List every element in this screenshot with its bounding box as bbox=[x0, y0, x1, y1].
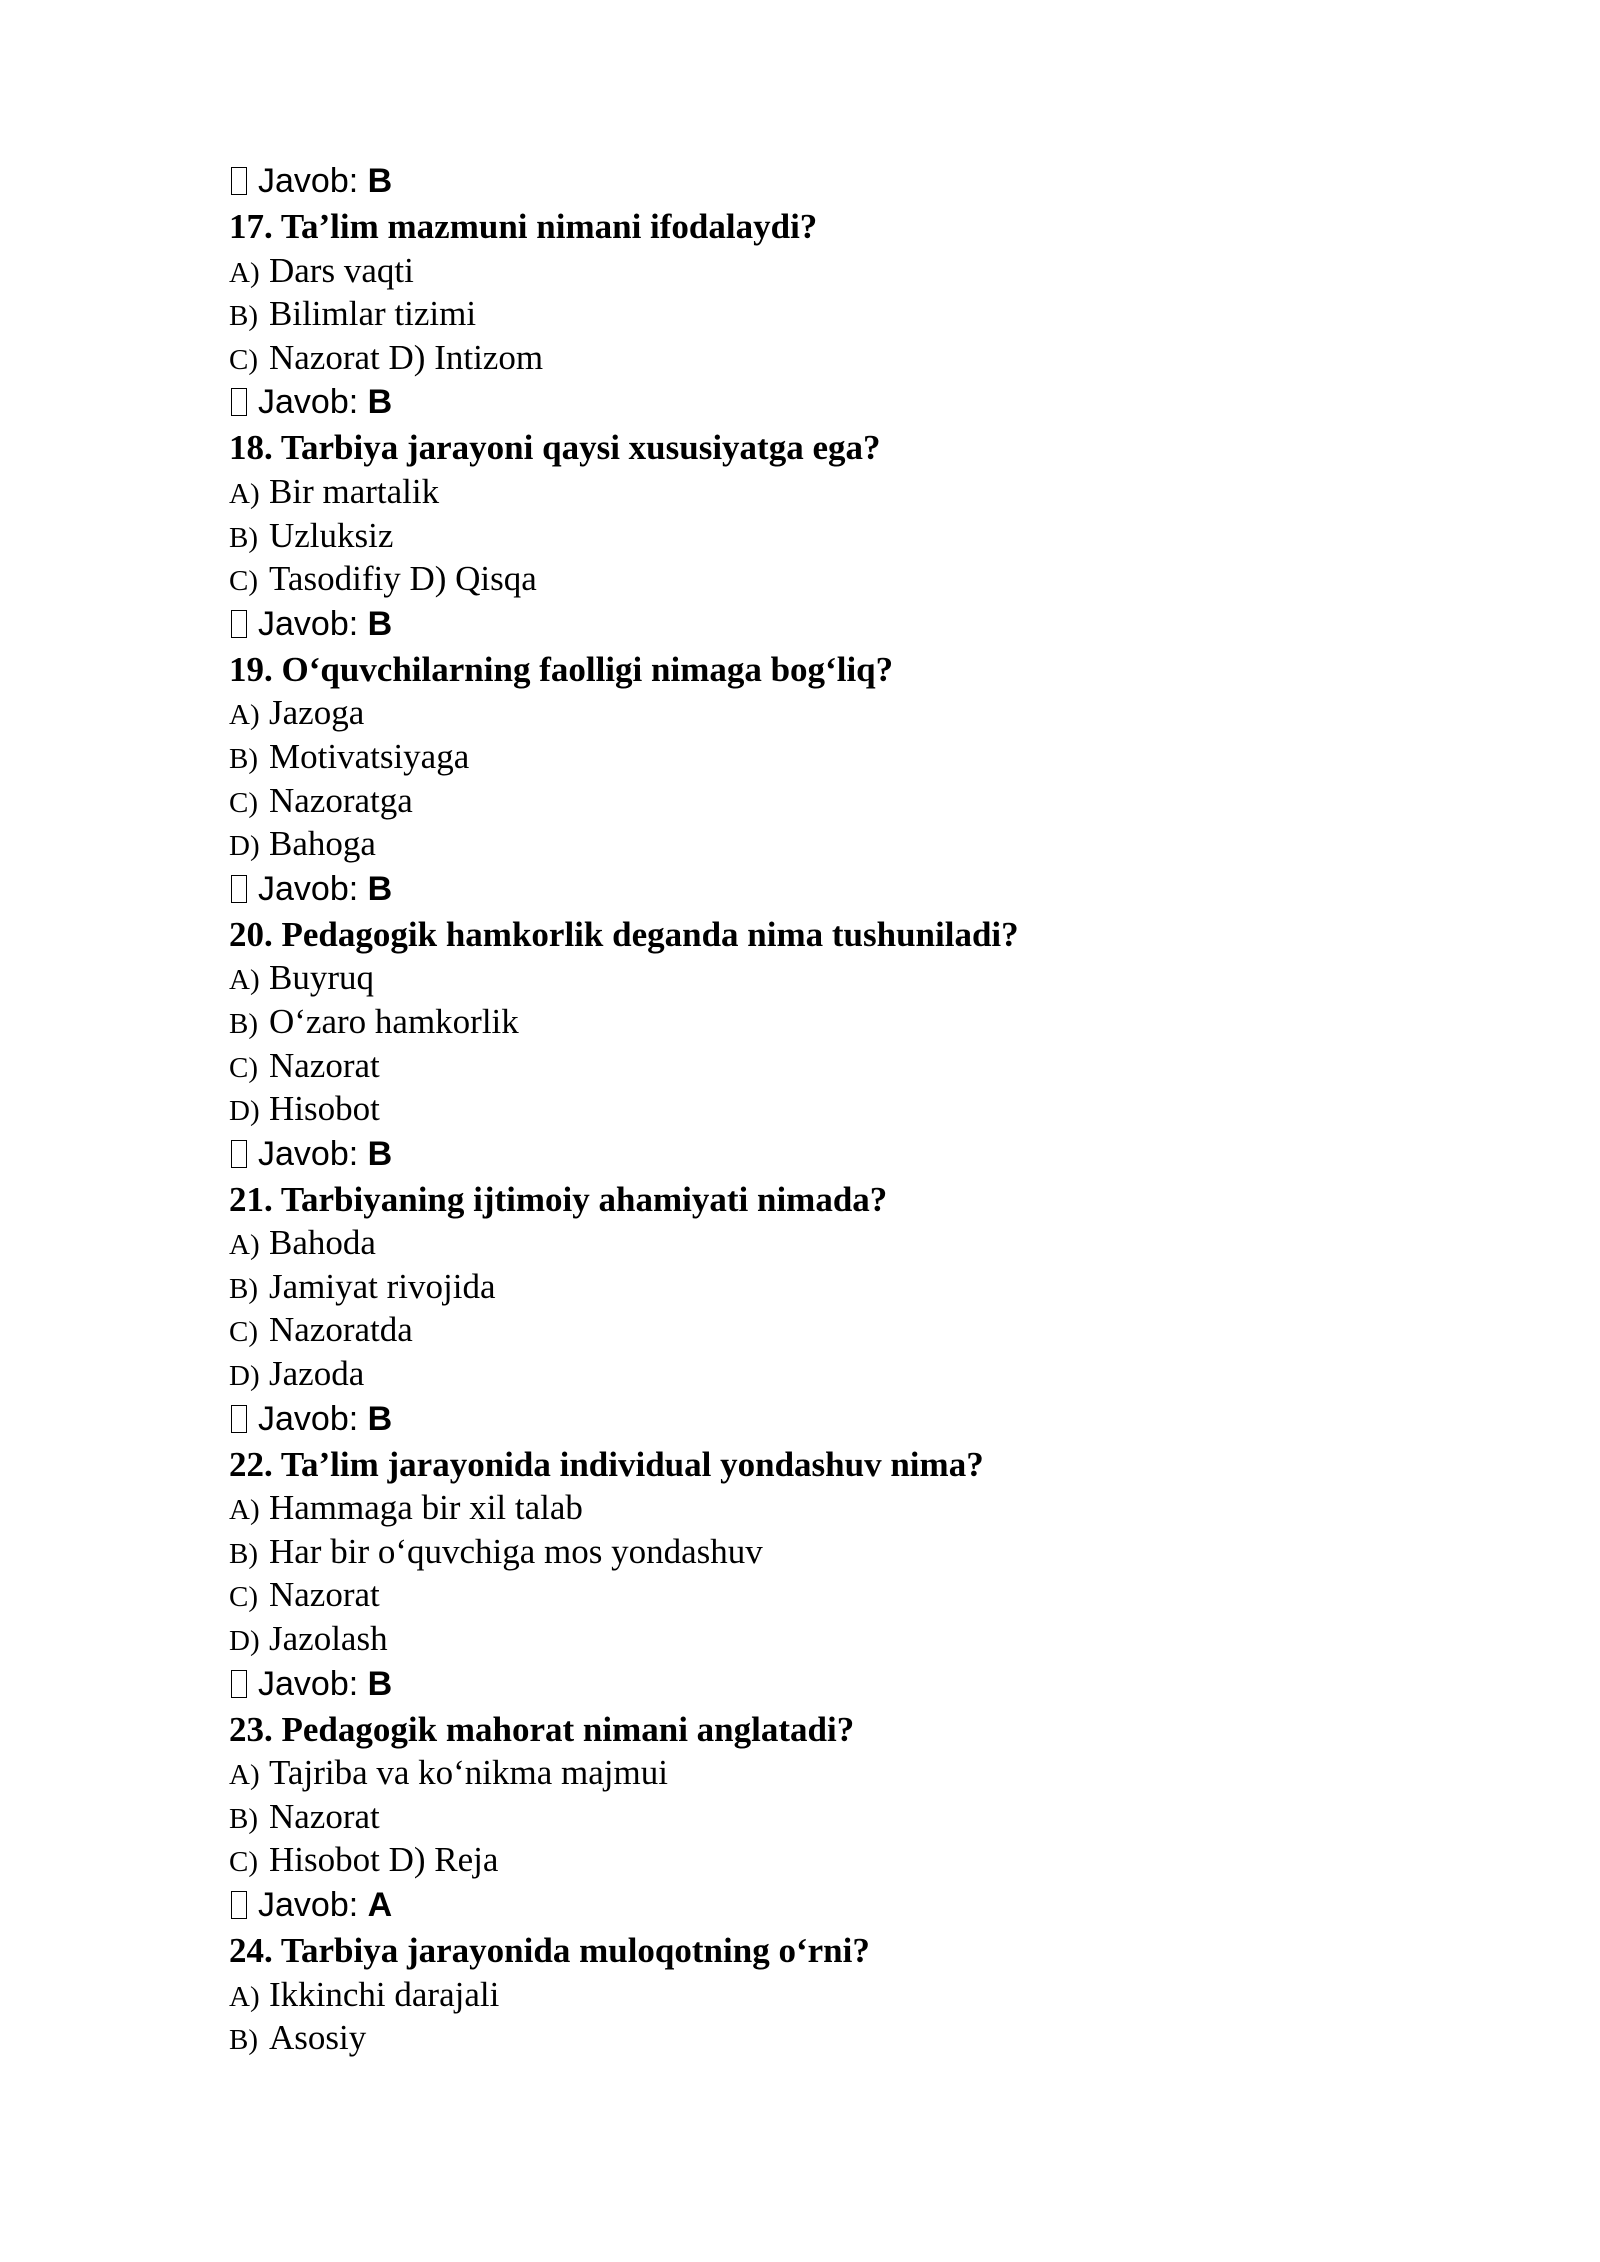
option-line bbox=[229, 249, 1429, 293]
option-text: Nazoratda bbox=[269, 1310, 413, 1350]
option-line bbox=[229, 1530, 1429, 1574]
option-line bbox=[229, 822, 1429, 866]
question-text: 24. Tarbiya jarayonida muloqotning o‘rni? bbox=[229, 1931, 870, 1970]
option-label: C) bbox=[229, 343, 258, 376]
answer-prefix: Javob: bbox=[258, 162, 359, 200]
option-text: Buyruq bbox=[269, 958, 374, 998]
checkbox-glyph-icon bbox=[231, 610, 247, 638]
option-text: Tasodifiy D) Qisqa bbox=[269, 559, 537, 599]
answer-line bbox=[229, 601, 1429, 648]
answer-line bbox=[229, 158, 1429, 205]
option-line bbox=[229, 470, 1429, 514]
answer-prefix: Javob: bbox=[258, 383, 359, 422]
option-text: Hammaga bir xil talab bbox=[269, 1488, 583, 1528]
answer-line bbox=[229, 866, 1429, 913]
option-label: A) bbox=[229, 1494, 260, 1527]
answer-prefix: Javob: bbox=[258, 1399, 359, 1438]
answer-line bbox=[229, 1131, 1429, 1178]
question-text: 23. Pedagogik mahorat nimani anglatadi? bbox=[229, 1709, 855, 1749]
answer-letter: A bbox=[367, 1886, 393, 1924]
option-text: Bahoga bbox=[269, 824, 376, 864]
option-text: Bir martalik bbox=[269, 471, 440, 511]
option-line bbox=[229, 956, 1429, 1000]
option-line bbox=[229, 691, 1429, 735]
question-text: 17. Ta’lim mazmuni nimani ifodalaydi? bbox=[229, 207, 818, 246]
answer-line bbox=[229, 1396, 1429, 1443]
option-line bbox=[229, 2016, 1429, 2060]
option-line bbox=[229, 1795, 1429, 1839]
answer-letter: B bbox=[367, 869, 393, 908]
option-text: Nazoratga bbox=[269, 780, 413, 820]
option-label: D) bbox=[229, 1095, 260, 1128]
option-line bbox=[229, 557, 1429, 601]
option-line bbox=[229, 735, 1429, 779]
answer-line bbox=[229, 379, 1429, 426]
checkbox-glyph-icon bbox=[231, 1670, 247, 1698]
option-text: Bahoda bbox=[269, 1223, 376, 1263]
option-text: Ikkinchi darajali bbox=[269, 1974, 500, 2014]
option-line bbox=[229, 779, 1429, 823]
checkbox-glyph-icon bbox=[231, 388, 247, 416]
answer-letter: B bbox=[367, 1134, 393, 1173]
option-text: Jazoda bbox=[269, 1354, 365, 1394]
option-line bbox=[229, 1221, 1429, 1265]
answer-letter: B bbox=[367, 604, 393, 643]
answer-line bbox=[229, 1661, 1429, 1708]
option-line bbox=[229, 1573, 1429, 1617]
option-label: B) bbox=[229, 1272, 258, 1305]
option-label: B) bbox=[229, 300, 258, 333]
option-label: C) bbox=[229, 1846, 258, 1879]
option-text: Nazorat bbox=[269, 1575, 380, 1615]
option-text: Bilimlar tizimi bbox=[269, 294, 477, 334]
option-line bbox=[229, 514, 1429, 558]
checkbox-glyph-icon bbox=[231, 875, 247, 903]
option-line bbox=[229, 292, 1429, 336]
checkbox-glyph-icon bbox=[231, 1891, 247, 1919]
option-text: Nazorat bbox=[269, 1045, 380, 1085]
option-label: C) bbox=[229, 1051, 258, 1084]
answer-letter: B bbox=[367, 162, 393, 200]
answer-letter: B bbox=[367, 383, 393, 422]
option-label: A) bbox=[229, 477, 260, 510]
checkbox-glyph-icon bbox=[231, 167, 247, 195]
question-text: 21. Tarbiyaning ijtimoiy ahamiyati nimada? bbox=[229, 1179, 888, 1219]
option-label: A) bbox=[229, 1980, 260, 2013]
option-label: B) bbox=[229, 1537, 258, 1570]
option-label: D) bbox=[229, 1360, 260, 1393]
option-label: C) bbox=[229, 565, 258, 598]
option-line bbox=[229, 1352, 1429, 1396]
option-label: D) bbox=[229, 830, 260, 863]
option-line bbox=[229, 1000, 1429, 1044]
option-text: Motivatsiyaga bbox=[269, 736, 470, 776]
option-text: Jamiyat rivojida bbox=[269, 1266, 496, 1306]
document-page bbox=[229, 158, 1429, 2060]
option-label: D) bbox=[229, 1625, 260, 1658]
option-text: Hisobot D) Reja bbox=[269, 1840, 499, 1880]
option-label: C) bbox=[229, 786, 258, 819]
option-line bbox=[229, 1751, 1429, 1795]
checkbox-glyph-icon bbox=[231, 1405, 247, 1433]
option-text: Tajriba va ko‘nikma majmui bbox=[269, 1753, 668, 1793]
option-line bbox=[229, 1617, 1429, 1661]
option-line bbox=[229, 1486, 1429, 1530]
question-text: 22. Ta’lim jarayonida individual yondashuv nima? bbox=[229, 1444, 984, 1484]
option-line bbox=[229, 1838, 1429, 1882]
option-label: C) bbox=[229, 1581, 258, 1614]
option-label: B) bbox=[229, 742, 258, 775]
option-text: Har bir o‘quvchiga mos yondashuv bbox=[269, 1531, 763, 1571]
answer-prefix: Javob: bbox=[258, 604, 359, 643]
answer-letter: B bbox=[367, 1664, 393, 1703]
option-line bbox=[229, 1044, 1429, 1088]
option-text: Asosiy bbox=[269, 2018, 367, 2058]
answer-line bbox=[229, 1882, 1429, 1929]
option-label: C) bbox=[229, 1316, 258, 1349]
option-label: A) bbox=[229, 964, 260, 997]
option-label: A) bbox=[229, 1759, 260, 1792]
option-text: O‘zaro hamkorlik bbox=[269, 1001, 519, 1041]
answer-prefix: Javob: bbox=[258, 869, 359, 908]
option-text: Uzluksiz bbox=[269, 515, 394, 555]
option-label: B) bbox=[229, 1802, 258, 1835]
answer-prefix: Javob: bbox=[258, 1886, 359, 1924]
option-label: A) bbox=[229, 256, 260, 289]
option-text: Hisobot bbox=[269, 1089, 380, 1129]
option-text: Jazolash bbox=[269, 1619, 388, 1659]
option-label: A) bbox=[229, 1229, 260, 1262]
question-text: 20. Pedagogik hamkorlik deganda nima tushuniladi? bbox=[229, 914, 1019, 954]
option-label: B) bbox=[229, 521, 258, 554]
option-label: B) bbox=[229, 1007, 258, 1040]
answer-letter: B bbox=[367, 1399, 393, 1438]
option-text: Jazoga bbox=[269, 693, 365, 733]
question-text: 18. Tarbiya jarayoni qaysi xususiyatga ega? bbox=[229, 428, 881, 468]
option-line bbox=[229, 1087, 1429, 1131]
answer-prefix: Javob: bbox=[258, 1134, 359, 1173]
option-line bbox=[229, 1973, 1429, 2017]
answer-prefix: Javob: bbox=[258, 1664, 359, 1703]
option-line bbox=[229, 1308, 1429, 1352]
option-line bbox=[229, 336, 1429, 380]
option-text: Dars vaqti bbox=[269, 250, 414, 290]
option-label: B) bbox=[229, 2024, 258, 2057]
option-label: A) bbox=[229, 699, 260, 732]
option-text: Nazorat bbox=[269, 1796, 380, 1836]
option-line bbox=[229, 1265, 1429, 1309]
checkbox-glyph-icon bbox=[231, 1140, 247, 1168]
question-text: 19. O‘quvchilarning faolligi nimaga bog‘liq? bbox=[229, 649, 894, 689]
option-text: Nazorat D) Intizom bbox=[269, 337, 544, 377]
